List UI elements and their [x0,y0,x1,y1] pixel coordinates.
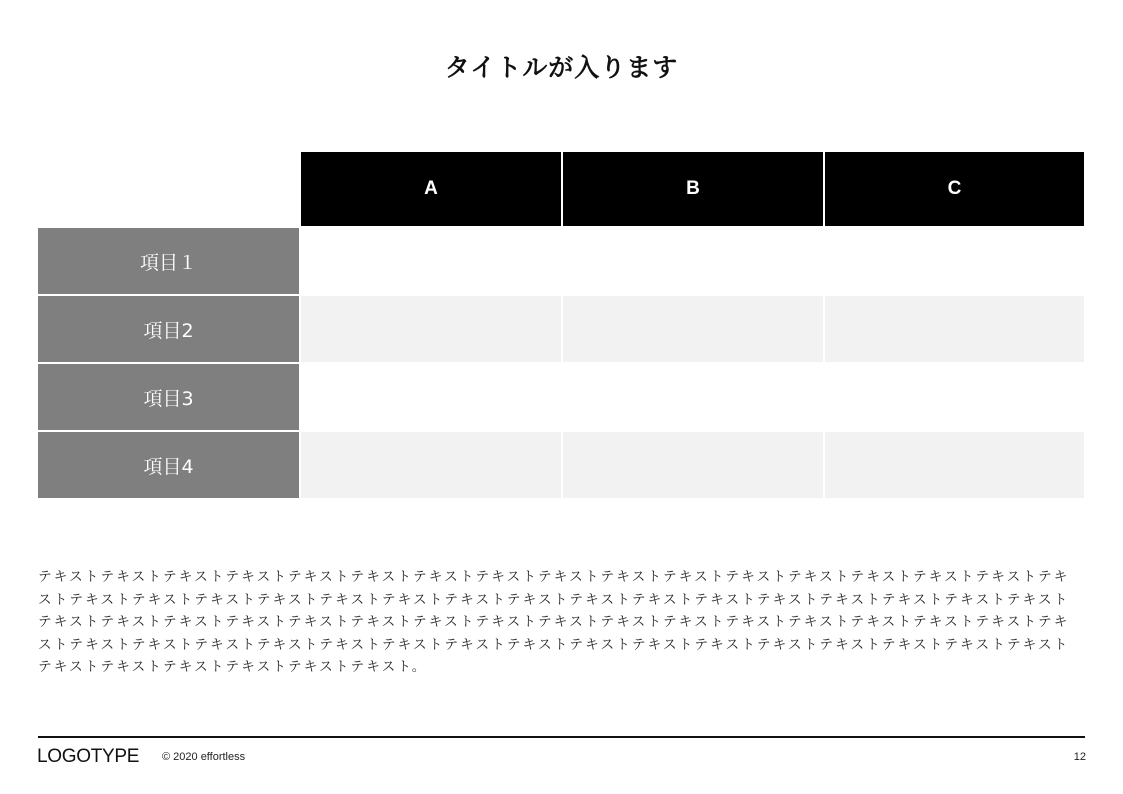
footer-divider [38,736,1085,738]
logo: LOGOTYPE [37,746,140,767]
row-header-item-1: 項目１ [38,228,299,294]
page-number: 12 [1073,751,1086,763]
row-header-item-3: 項目3 [38,364,299,430]
table-cell [301,364,561,430]
table-cell [563,296,823,362]
copyright-text: © 2020 effortless [162,751,246,763]
page-title: タイトルが入ります [444,53,679,82]
body-text: テキストテキストテキストテキストテキストテキストテキストテキストテキストテキストテキストテキストテキストテキストテキストテキストテキストテキストテキストテキストテキストテキストテキストテキストテキストテキストテキストテキストテキストテキストテキストテキストテキストテキストテキストテキストテキストテキストテキストテキストテキストテキストテキストテキストテキストテキストテキストテキストテキストテキストテキストテキストテキストテキストテキストテキストテキストテキストテキストテキストテキストテキストテキストテキストテキストテキストテキストテキストテキストテキストテキストテキスト。 [38,569,1070,676]
table-cell [825,296,1084,362]
table-cell [563,228,823,294]
table-cell [301,432,561,498]
table-cell [563,364,823,430]
table-cell [825,364,1084,430]
comparison-table [38,152,1084,498]
row-header-item-4: 項目4 [38,432,299,498]
row-header-item-2: 項目2 [38,296,299,362]
table-cell [825,432,1084,498]
column-header-c: C [825,152,1084,226]
table-cell [301,296,561,362]
table-cell [825,228,1084,294]
column-header-a: A [301,152,561,226]
table-cell [563,432,823,498]
table-cell [301,228,561,294]
column-header-b: B [563,152,823,226]
